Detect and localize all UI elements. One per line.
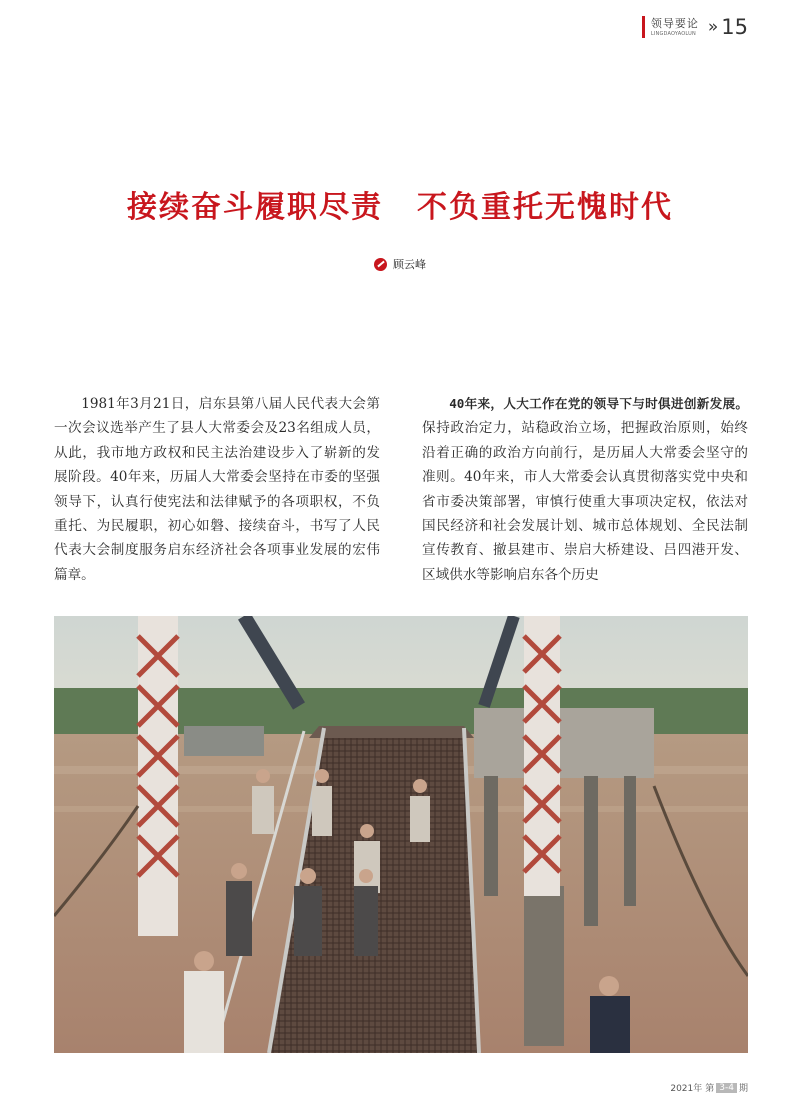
historical-photo [54, 616, 748, 1053]
page-number: 15 [721, 15, 748, 39]
column-label [651, 18, 699, 37]
author-line [0, 256, 800, 272]
footer-di: 第 [705, 1084, 715, 1094]
right-body-text: 保持政治定力，站稳政治立场，把握政治原则，始终沿着正确的政治方向前行，是历届人大常委会坚守的准则。40年来，市人大常委会认真贯彻落实党中央和省市委决策部署，审慎行使重大事项决定权，依法对国民经济和社会发展计划、城市总体规划、全民法制宣传教育、撤县建市、崇启大桥建设、吕四港开发、区域供水等影响启东各个历史 [422, 420, 748, 583]
column-pinyin: LINGDAOYAOLUN [650, 30, 696, 37]
issue-badge: 3-4 [716, 1083, 737, 1093]
right-column [422, 392, 748, 587]
page-footer [670, 1081, 748, 1094]
title-part-2: 不负重托无愧时代 [417, 190, 673, 225]
page-header [642, 14, 748, 40]
author-name: 顾云峰 [393, 258, 426, 271]
title-part-1: 接续奋斗履职尽责 [127, 190, 383, 225]
footer-year: 2021年 [670, 1084, 703, 1094]
article-title [0, 182, 800, 226]
pier-photo-illustration [54, 616, 748, 1053]
footer-qi: 期 [738, 1084, 748, 1094]
column-title: 领导要论 [650, 16, 699, 30]
right-paragraph [422, 392, 748, 587]
pen-icon [374, 258, 387, 271]
left-paragraph: 1981年3月21日，启东县第八届人民代表大会第一次会议选举产生了县人大常委会及23名组成人员，从此，我市地方政权和民主法治建设步入了崭新的发展阶段。40年来，历届人大常委会坚持在市委的坚强领导下，认真行使宪法和法律赋予的各项职权，不负重托、为民履职，初心如磐、接续奋斗，书写了人民代表大会制度服务启东经济社会各项事业发展的宏伟篇章。 [54, 396, 380, 583]
chevron-right-icon: » [707, 17, 719, 37]
column-marker-bar [642, 16, 645, 38]
left-column [54, 392, 380, 587]
right-lead-text: 40年来，人大工作在党的领导下与时俱进创新发展。 [449, 396, 748, 411]
